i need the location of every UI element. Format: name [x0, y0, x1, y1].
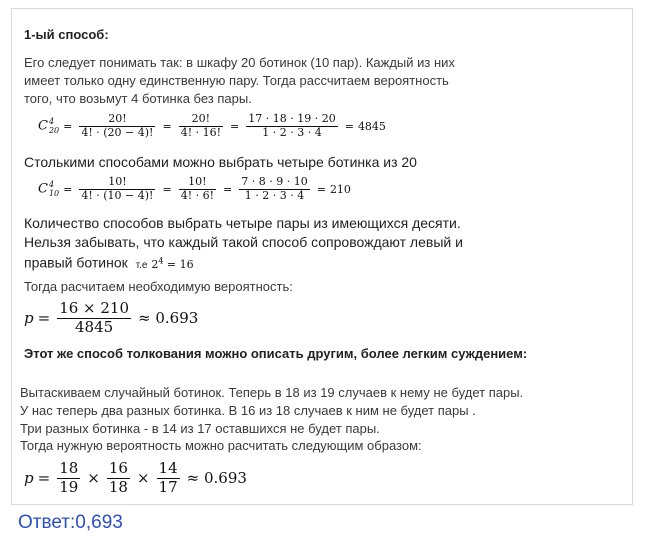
formula2-fraction-3: $\frac{7 \cdot 8 \cdot 9 \cdot 10}{1 \cdot 2 \cdot 3 \cdot 4}$: [241, 174, 308, 202]
intro-line-1: Его следует понимать так: в шкафу 20 ботинок (10 пар). Каждый из них: [24, 55, 455, 70]
alt-line-4: Тогда нужную вероятность можно расчитать следующим образом:: [20, 438, 422, 453]
alt-line-2: У нас теперь два разных ботинка. В 16 из 18 случаев к ним не будет пары .: [20, 403, 476, 418]
formula-probability: p = $\frac{16 \times 210}{4845}$ ≈ 0.693: [24, 299, 199, 336]
formula1-lhs: C 4 20: [38, 117, 60, 135]
formula4-fraction-2: $\frac{16}{18}$: [108, 459, 128, 496]
formula1-result: 4845: [357, 119, 386, 133]
formula1-fraction-3: $\frac{17 \cdot 18 \cdot 19 \cdot 20}{1 \cdot 2 \cdot 3 \cdot 4}$: [248, 111, 336, 139]
formula1-fraction-2: $\frac{20!}{4! \cdot 16!}$: [180, 111, 222, 139]
formula2-lhs: C 4 10: [38, 180, 60, 198]
formula3-fraction: $\frac{16 \times 210}{4845}$: [59, 299, 130, 336]
formula-combinations-10: C 4 10 = $\frac{10!}{4! \cdot (10 - 4)!}$ = $\frac{10!}{4! \cdot 6!}$ = $\frac{7 \cdot 8 \cdot 9 \cdot 10}{1 \cdot 2 \cdot 3 \cdot 4}$ = 210: [38, 174, 351, 202]
probability-caption: Тогда расчитаем необходимую вероятность:: [24, 279, 293, 294]
pairs-line-1: Количество способов выбрать четыре пары из имеющихся десяти.: [24, 215, 461, 231]
formula4-fraction-1: $\frac{18}{19}$: [59, 459, 79, 496]
combinations-caption: Столькими способами можно выбрать четыре ботинка из 20: [24, 154, 417, 170]
formula1-fraction-1: $\frac{20!}{4! \cdot (20 - 4)!}$: [81, 111, 154, 139]
formula-product: p = $\frac{18}{19}$ × $\frac{16}{18}$ × $\frac{14}{17}$ ≈ 0.693: [24, 459, 247, 496]
intro-line-2: имеет только одну единственную пару. Тогда рассчитаем вероятность: [24, 73, 449, 88]
answer-text: Ответ:0,693: [18, 512, 123, 533]
formula2-result: 210: [329, 182, 351, 196]
formula2-fraction-1: $\frac{10!}{4! \cdot (10 - 4)!}$: [81, 174, 154, 202]
alternative-heading: Этот же способ толкования можно описать другим, более легким суждением:: [24, 346, 528, 361]
formula-combinations-20: C 4 20 = $\frac{20!}{4! \cdot (20 - 4)!}$ = $\frac{20!}{4! \cdot 16!}$ = $\frac{17 \cdot 18 \cdot 19 \cdot 20}{1 \cdot 2 \cdot 3 \cdot 4}$ = 4845: [38, 111, 386, 139]
alt-line-3: Три разных ботинка - в 14 из 17 оставшихся не будет пары.: [20, 421, 380, 436]
intro-line-3: того, что возьмут 4 ботинка без пары.: [24, 91, 252, 106]
pairs-line-3: правый ботинок т.е $2^4 = 16$: [24, 254, 194, 271]
formula2-fraction-2: $\frac{10!}{4! \cdot 6!}$: [180, 174, 215, 202]
alt-line-1: Вытаскиваем случайный ботинок. Теперь в 18 из 19 случаев к нему не будет пары.: [20, 385, 524, 400]
formula4-fraction-3: $\frac{14}{17}$: [158, 459, 178, 496]
pairs-line-2: Нельзя забывать, что каждый такой способ сопровождают левый и: [24, 234, 463, 250]
method-heading: 1-ый способ:: [24, 27, 109, 42]
